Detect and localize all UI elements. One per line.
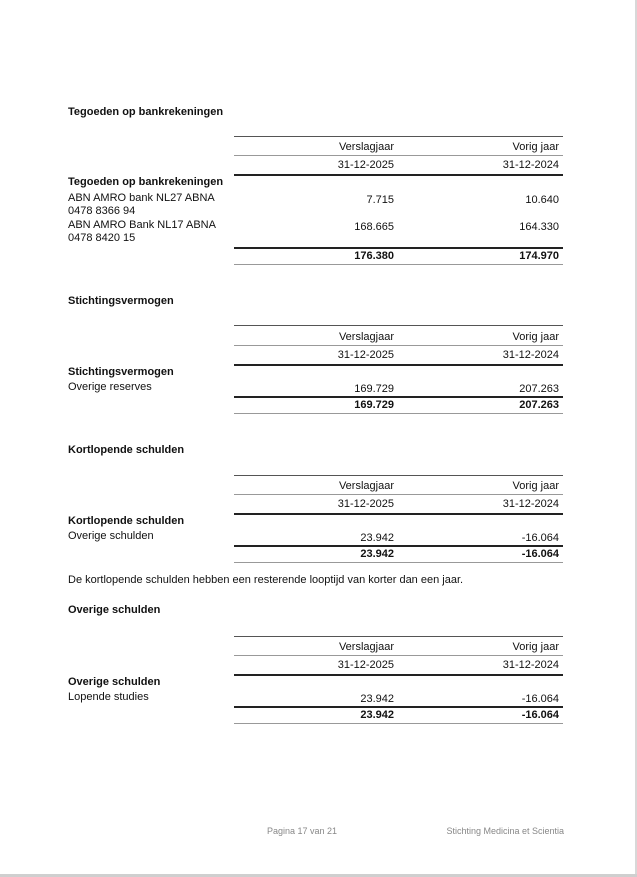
table-rule: [234, 364, 563, 366]
value-prior: 207.263: [519, 383, 559, 395]
section-heading: Kortlopende schulden: [68, 444, 185, 456]
section-heading: Tegoeden op bankrekeningen: [68, 106, 224, 118]
table-rule: [234, 636, 563, 637]
row-label: [68, 192, 215, 218]
section-heading: Overige schulden: [68, 604, 161, 616]
table-rule: [234, 723, 563, 724]
column-header-current: Verslagjaar: [338, 480, 394, 492]
table-rule: [234, 674, 563, 676]
value-current: 7.715: [366, 194, 394, 206]
row-label-line: ABN AMRO Bank NL17 ABNA: [68, 219, 216, 231]
row-label: Overige schulden: [68, 530, 154, 542]
table-rule: [234, 545, 563, 547]
value-prior: -16.064: [521, 693, 559, 705]
table-rule: [234, 174, 563, 176]
column-header-current: Verslagjaar: [338, 641, 394, 653]
value-current: 23.942: [360, 693, 394, 705]
page-number: Pagina 17 van 21: [267, 826, 338, 836]
value-current: 23.942: [360, 532, 394, 544]
group-label: Overige schulden: [68, 676, 161, 688]
table-rule: [234, 562, 563, 563]
column-date-prior: 31-12-2024: [502, 498, 559, 510]
table-rule: [234, 155, 563, 156]
table-rule: [234, 494, 563, 495]
table-rule: [234, 325, 563, 326]
total-current: 169.729: [354, 399, 394, 411]
group-label: Stichtingsvermogen: [68, 366, 174, 378]
group-label: Tegoeden op bankrekeningen: [68, 176, 224, 188]
column-header-current: Verslagjaar: [338, 141, 394, 153]
footer-organization: Stichting Medicina et Scientia: [446, 826, 564, 836]
column-date-prior: 31-12-2024: [502, 349, 559, 361]
total-current: 176.380: [354, 250, 394, 262]
row-label-line: 0478 8420 15: [68, 232, 136, 244]
table-rule: [234, 475, 563, 476]
total-prior: 207.263: [519, 399, 559, 411]
column-header-prior: Vorig jaar: [512, 641, 559, 653]
table-rule: [234, 247, 563, 249]
table-rule: [234, 264, 563, 265]
total-prior: -16.064: [521, 709, 559, 721]
row-label-line: ABN AMRO bank NL27 ABNA: [68, 192, 215, 204]
table-rule: [234, 345, 563, 346]
table-rule: [234, 136, 563, 137]
row-label: Lopende studies: [68, 691, 149, 703]
value-current: 168.665: [354, 221, 394, 233]
column-header-prior: Vorig jaar: [512, 480, 559, 492]
table-rule: [234, 706, 563, 708]
total-current: 23.942: [360, 548, 394, 560]
column-date-current: 31-12-2025: [337, 659, 394, 671]
value-current: 169.729: [354, 383, 394, 395]
row-label: Overige reserves: [68, 381, 152, 393]
column-date-prior: 31-12-2024: [502, 659, 559, 671]
table-rule: [234, 513, 563, 515]
column-date-current: 31-12-2025: [337, 349, 394, 361]
total-prior: 174.970: [519, 250, 559, 262]
value-prior: -16.064: [521, 532, 559, 544]
value-prior: 164.330: [519, 221, 559, 233]
column-header-prior: Vorig jaar: [512, 331, 559, 343]
total-prior: -16.064: [521, 548, 559, 560]
column-header-current: Verslagjaar: [338, 331, 394, 343]
table-rule: [234, 655, 563, 656]
group-label: Kortlopende schulden: [68, 515, 185, 527]
column-header-prior: Vorig jaar: [512, 141, 559, 153]
row-label: [68, 219, 216, 245]
column-date-prior: 31-12-2024: [502, 159, 559, 171]
column-date-current: 31-12-2025: [337, 159, 394, 171]
table-rule: [234, 396, 563, 398]
total-current: 23.942: [360, 709, 394, 721]
section-heading: Stichtingsvermogen: [68, 295, 174, 307]
table-rule: [234, 413, 563, 414]
section-note: De kortlopende schulden hebben een resterende looptijd van korter dan een jaar.: [68, 574, 464, 586]
value-prior: 10.640: [525, 194, 559, 206]
row-label-line: 0478 8366 94: [68, 205, 136, 217]
column-date-current: 31-12-2025: [337, 498, 394, 510]
